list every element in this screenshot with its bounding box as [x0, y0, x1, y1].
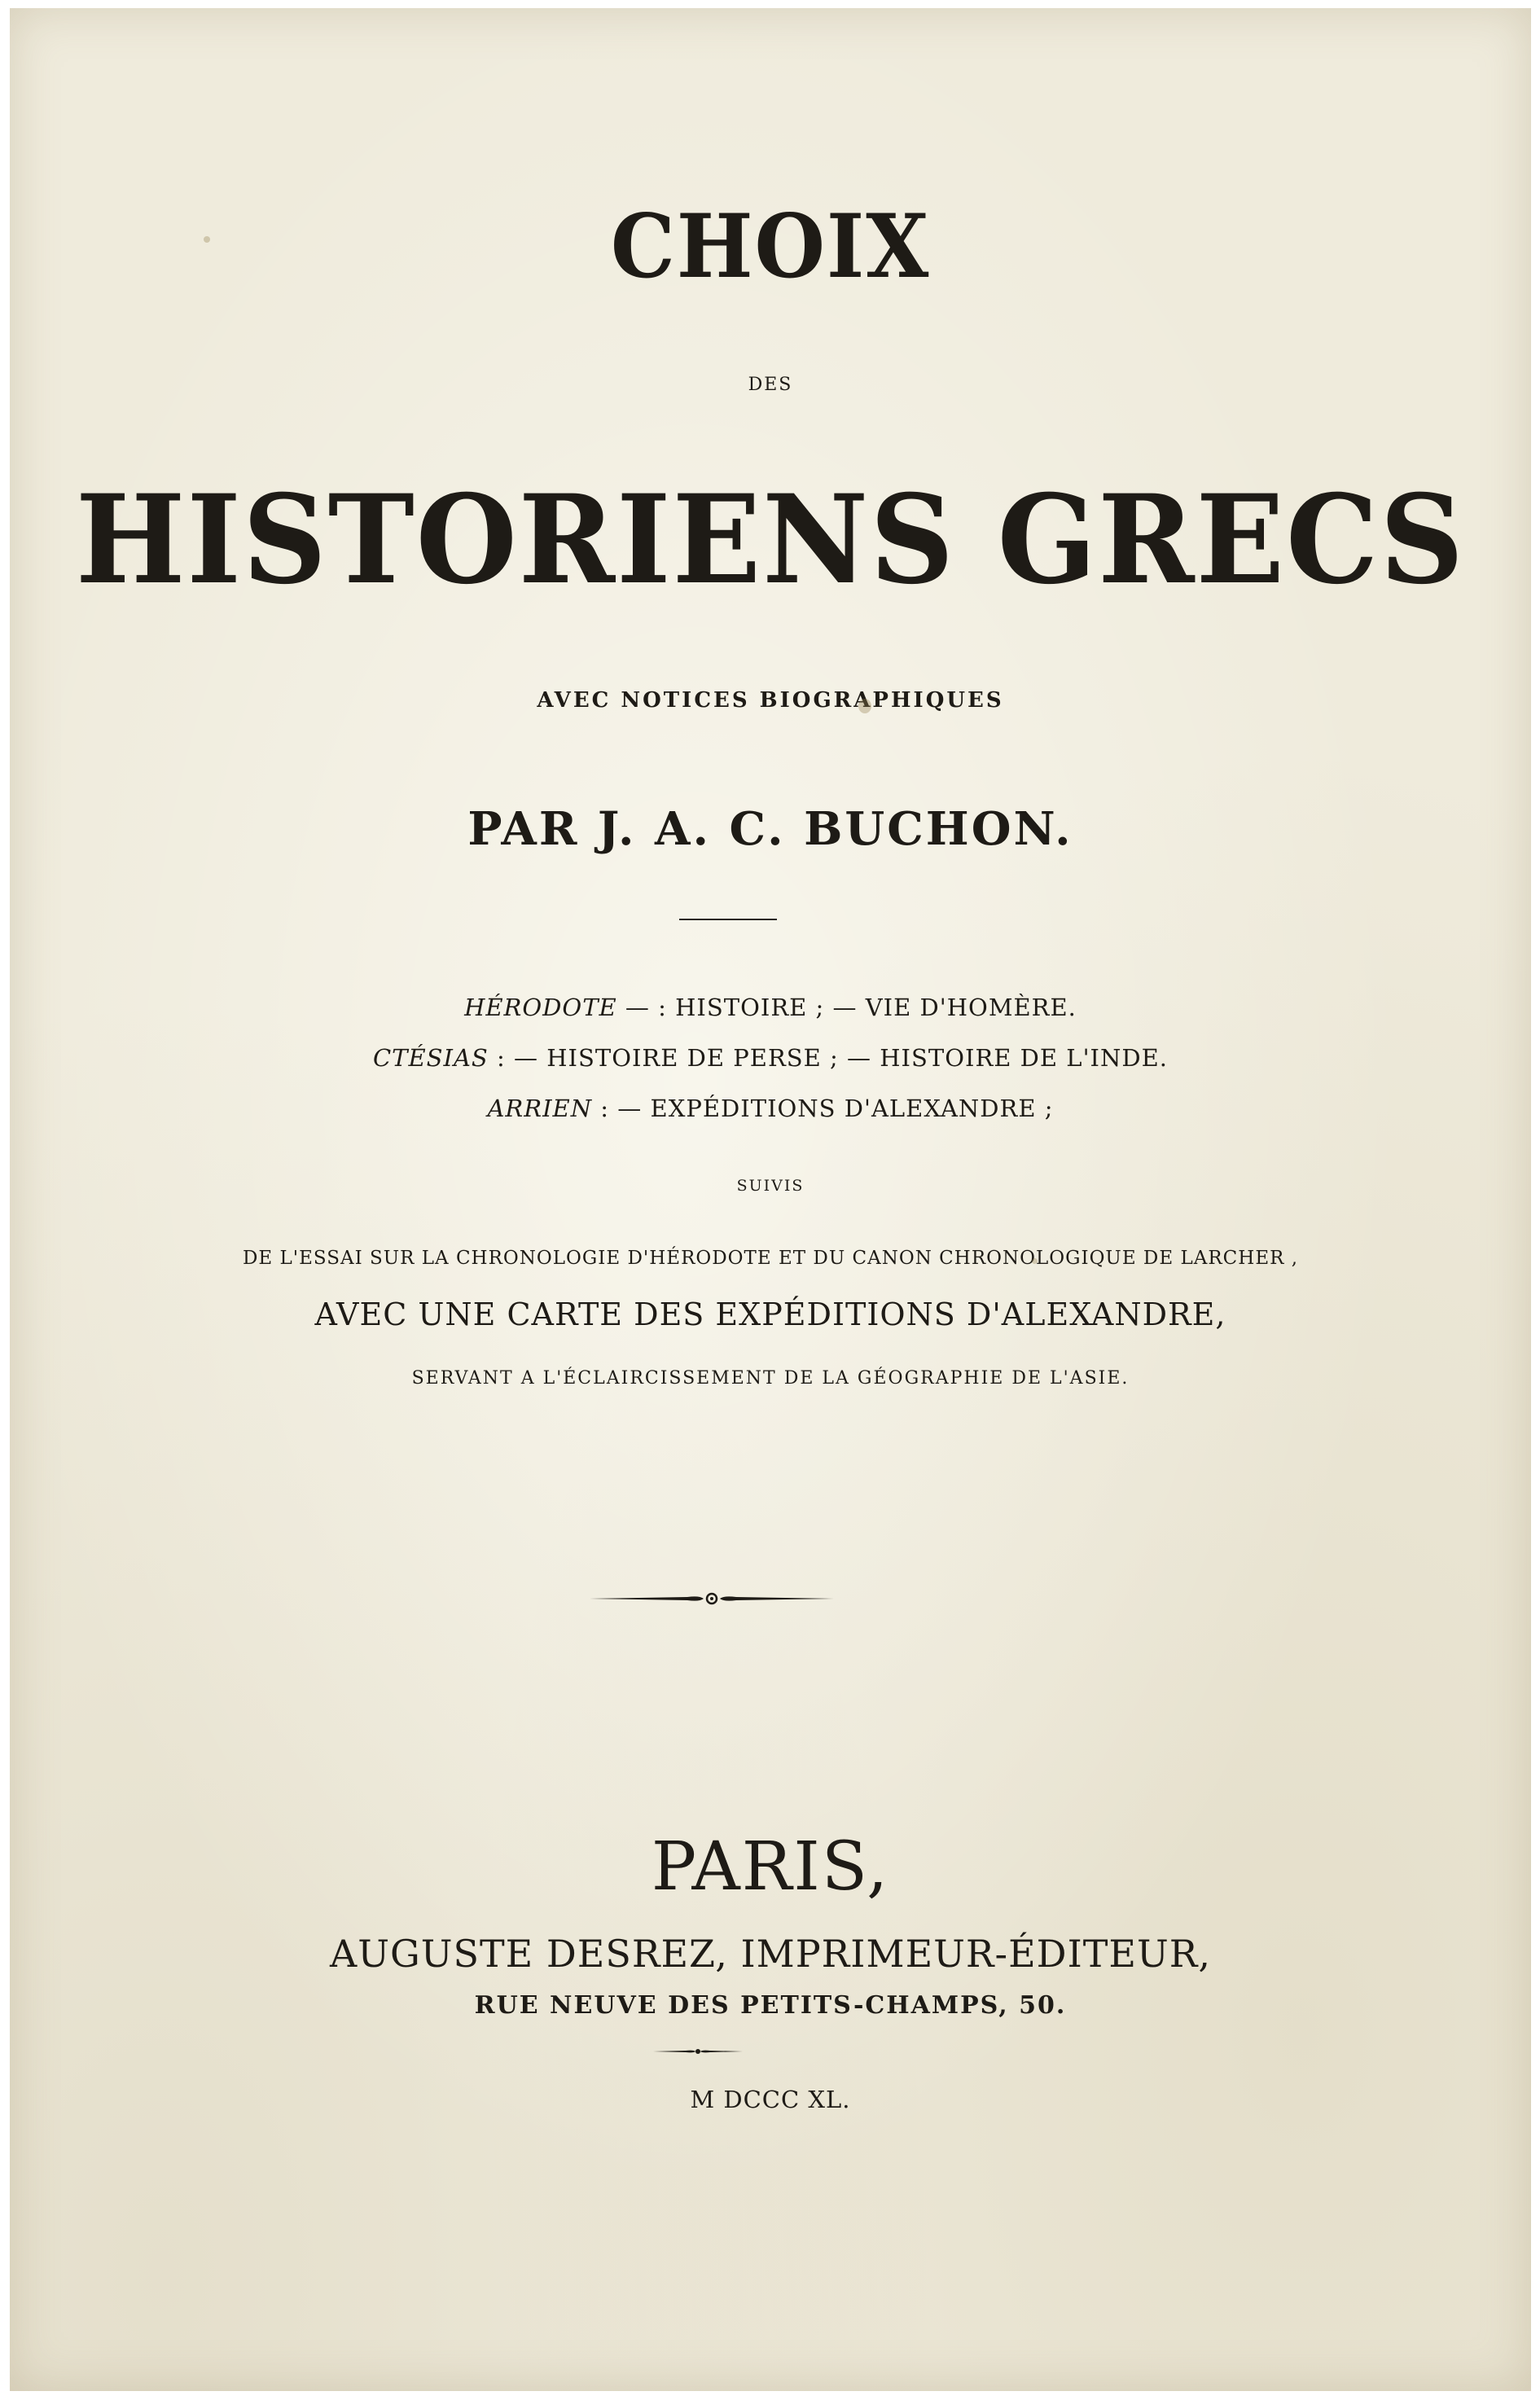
foxing-spot — [204, 236, 210, 243]
servant-line: SERVANT A L'ÉCLAIRCISSEMENT DE LA GÉOGRAPHIE DE L'ASIE. — [411, 1368, 1130, 1389]
contents-line-herodote — [10, 994, 1531, 1021]
foxing-spot — [858, 699, 871, 713]
publication-date: M DCCC XL. — [690, 2086, 851, 2113]
publisher-line: AUGUSTE DESREZ, IMPRIMEUR-ÉDITEUR, — [329, 1932, 1212, 1976]
short-rule-divider — [679, 919, 777, 920]
contents-text-herodote: — : HISTOIRE ; — VIE D'HOMÈRE. — [616, 994, 1077, 1021]
title-choix: CHOIX — [610, 195, 931, 298]
main-title: HISTORIENS GRECS — [75, 468, 1466, 612]
city-line: PARIS, — [651, 1828, 890, 1906]
essai-line: DE L'ESSAI SUR LA CHRONOLOGIE D'HÉRODOTE ET DU CANON CHRONOLOGIQUE DE LARCHER , — [242, 1248, 1299, 1269]
title-page — [10, 8, 1531, 2391]
title-des: DES — [748, 375, 793, 395]
author-name-arrien: ARRIEN — [487, 1095, 593, 1122]
contents-text-arrien: : — EXPÉDITIONS D'ALEXANDRE ; — [592, 1095, 1054, 1122]
subtitle-notices: AVEC NOTICES BIOGRAPHIQUES — [537, 688, 1004, 713]
contents-text-ctesias: : — HISTOIRE DE PERSE ; — HISTOIRE DE L'INDE. — [488, 1044, 1169, 1072]
suivis-label: SUIVIS — [736, 1177, 805, 1195]
small-ornament-icon — [653, 2046, 743, 2057]
author-name-herodote: HÉRODOTE — [464, 994, 617, 1021]
address-line: RUE NEUVE DES PETITS-CHAMPS, 50. — [474, 1991, 1067, 2020]
contents-line-arrien — [10, 1095, 1531, 1122]
carte-line: AVEC UNE CARTE DES EXPÉDITIONS D'ALEXANDRE, — [314, 1297, 1226, 1332]
ornamental-divider-icon — [590, 1588, 834, 1609]
foxing-spot — [1032, 1258, 1038, 1264]
author-line: PAR J. A. C. BUCHON. — [467, 802, 1073, 856]
contents-line-ctesias — [10, 1044, 1531, 1072]
author-name-ctesias: CTÉSIAS — [372, 1044, 489, 1072]
